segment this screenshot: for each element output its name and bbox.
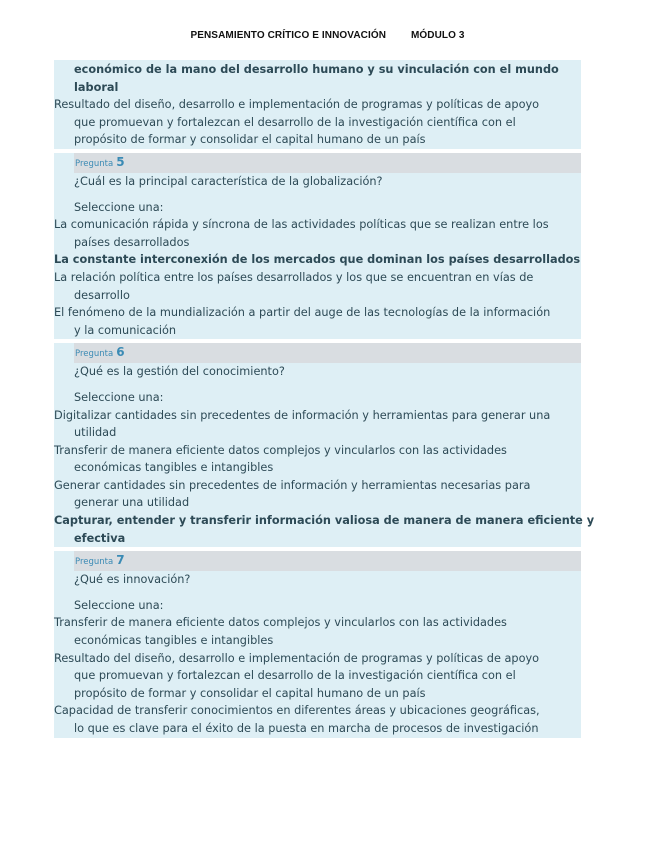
answer-text: efectiva [74, 531, 126, 545]
answer-text: Capacidad de transferir conocimientos en diferentes áreas y ubicaciones geográficas, [54, 704, 540, 718]
answer-text: La comunicación rápida y síncrona de las actividades políticas que se realizan entre los [54, 218, 549, 232]
page-header [0, 30, 655, 41]
answer-option[interactable] [54, 407, 581, 442]
answer-text: países desarrollados [74, 235, 190, 249]
answer-text: que promuevan y fortalezcan el desarrollo de la investigación científica con el [74, 115, 516, 129]
select-prompt: Seleccione una: [74, 200, 164, 214]
question-label: Pregunta [75, 349, 114, 360]
answer-option[interactable] [54, 614, 581, 649]
answer-text: La relación política entre los países desarrollados y los que se encuentran en vías de [54, 270, 534, 284]
document-title: PENSAMIENTO CRÍTICO E INNOVACIÓN [190, 30, 387, 41]
answer-text: Resultado del diseño, desarrollo e implementación de programas y políticas de apoyo [54, 651, 540, 665]
answer-text: generar una utilidad [74, 496, 190, 510]
question-number-bar [74, 551, 581, 571]
module-label: MÓDULO 3 [410, 30, 465, 41]
answer-text: El fenómeno de la mundialización a partir del auge de las tecnologías de la información [54, 306, 551, 320]
select-prompt: Seleccione una: [74, 598, 164, 612]
answer-option[interactable] [54, 477, 581, 512]
answer-text: económico de la mano del desarrollo humano y su vinculación con el mundo [74, 63, 559, 76]
question-label: Pregunta [75, 158, 114, 169]
question-6 [54, 343, 595, 547]
question-number: 7 [116, 553, 125, 568]
quiz-content [54, 60, 595, 742]
answer-text: Transferir de manera eficiente datos complejos y vincularlos con las actividades [54, 443, 507, 457]
question-number: 5 [116, 154, 125, 169]
answer-option[interactable] [54, 269, 581, 304]
answer-text: La constante interconexión de los mercados que dominan los países desarrollados [54, 253, 581, 267]
answer-text: desarrollo [74, 288, 130, 302]
answer-text: que promuevan y fortalezcan el desarrollo de la investigación científica con el [74, 669, 516, 683]
answer-text: propósito de formar y consolidar el capital humano de un país [74, 133, 426, 147]
answer-option[interactable] [54, 96, 581, 149]
answer-text: Capturar, entender y transferir información valiosa de manera de manera eficiente y [54, 514, 595, 528]
select-prompt: Seleccione una: [74, 390, 164, 404]
question-text: ¿Qué es innovación? [74, 573, 191, 587]
answer-text: económicas tangibles e intangibles [74, 461, 274, 475]
answer-text: utilidad [74, 426, 117, 440]
answer-option[interactable] [54, 304, 581, 339]
question-text: ¿Cuál es la principal característica de la globalización? [74, 174, 383, 188]
question-number-bar [74, 153, 581, 173]
answer-option-selected[interactable] [54, 512, 595, 547]
answer-option-selected[interactable] [54, 251, 581, 269]
answer-text: Resultado del diseño, desarrollo e implementación de programas y políticas de apoyo [54, 98, 540, 112]
answer-text: económicas tangibles e intangibles [74, 634, 274, 648]
answer-option[interactable] [54, 650, 581, 703]
answer-text: Transferir de manera eficiente datos complejos y vincularlos con las actividades [54, 616, 507, 630]
question-4-continuation [54, 60, 581, 149]
question-number: 6 [116, 345, 125, 360]
answer-text: y la comunicación [74, 323, 177, 337]
question-7 [54, 551, 581, 737]
question-text: ¿Qué es la gestión del conocimiento? [74, 365, 285, 379]
question-number-bar [74, 343, 581, 363]
answer-option[interactable] [54, 216, 581, 251]
answer-text: lo que es clave para el éxito de la puesta en marcha de procesos de investigación [74, 722, 539, 735]
answer-text: laboral [74, 80, 119, 94]
answer-option[interactable] [54, 702, 581, 737]
answer-text: propósito de formar y consolidar el capital humano de un país [74, 686, 426, 700]
question-label: Pregunta [75, 557, 114, 568]
answer-text: Digitalizar cantidades sin precedentes de información y herramientas para generar una [54, 408, 551, 422]
answer-text: Generar cantidades sin precedentes de información y herramientas necesarias para [54, 478, 531, 492]
answer-option[interactable] [54, 442, 581, 477]
question-5 [54, 153, 581, 339]
